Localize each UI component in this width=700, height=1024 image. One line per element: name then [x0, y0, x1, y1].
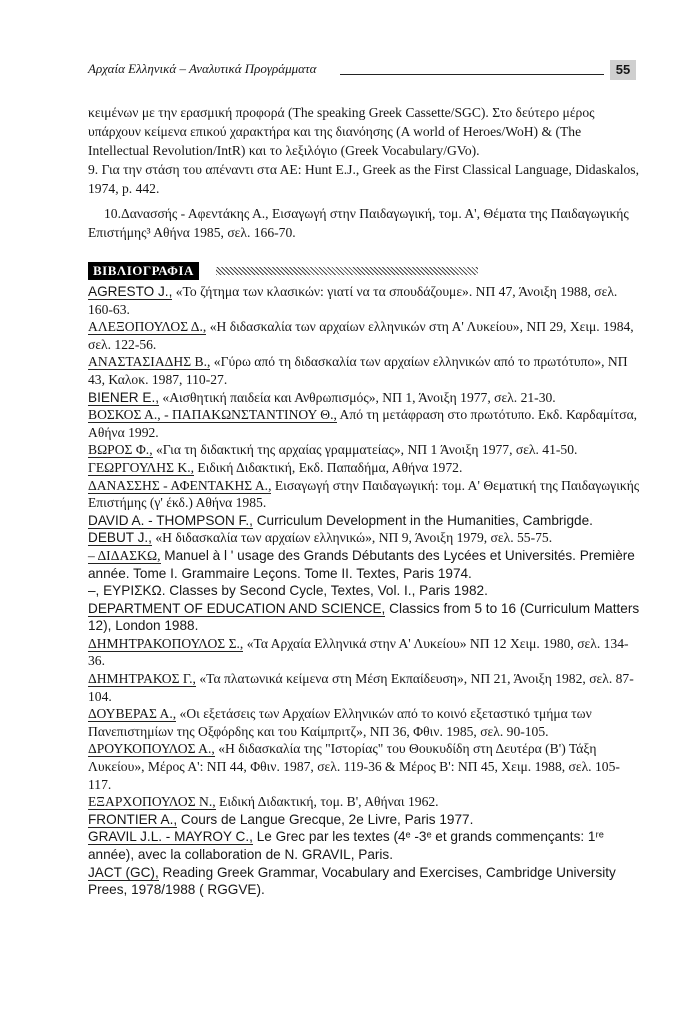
bibliography-entry: ΓΕΩΡΓΟΥΛΗΣ Κ., Ειδική Διδακτική, Εκδ. Παπαδήμα, Αθήνα 1972. — [88, 459, 463, 475]
bibliography-entry: ΑΝΑΣΤΑΣΙΑΔΗΣ Β., «Γύρω από τη διδασκαλία των αρχαίων ελληνικών από το πρωτότυπο», ΝΠ 43, Καλοκ. 1987, 110-27. — [88, 354, 628, 387]
running-title: Αρχαία Ελληνικά – Αναλυτικά Προγράμματα — [88, 61, 317, 76]
intro-paragraph: κειμένων με την ερασμική προφορά (The speaking Greek Cassette/SGC). Στο δεύτερο μέρος υπάρχουν κείμενα επικού χαρακτήρα και της διανόησης (A world of Heroes/WoH) & (The Intellectual Revolution/IntR) και το λεξιλόγιο (Greek Vocabulary/GVo). — [88, 105, 595, 158]
bibliography-entry: DEBUT J., «Η διδασκαλία των αρχαίων ελληνικώ», ΝΠ 9, Άνοιξη 1979, σελ. 55-75. — [88, 530, 553, 546]
bibliography-entry: ΒΟΣΚΟΣ Α., - ΠΑΠΑΚΩΝΣΤΑΝΤΙΝΟΥ Θ., Από τη μετάφραση στο πρωτότυπο. Εκδ. Καρδαμίτσα, Αθήνα 1992. — [88, 407, 638, 440]
bibliography-entry: –, ΕΥΡΙΣΚΩ. Classes by Second Cycle, Textes, Vol. I., Paris 1982. — [88, 583, 488, 599]
bibliography-entry: GRAVIL J.L. - MAYROY C., Le Grec par les textes (4ᵉ -3ᵉ et grands commençants: 1ʳᵉ année), avec la collaboration de N. GRAVIL, Paris. — [88, 829, 604, 862]
bibliography-entry: ΔΗΜΗΤΡΑΚΟΣ Γ., «Τα πλατωνικά κείμενα στη Μέση Εκπαίδευση», ΝΠ 21, Άνοιξη 1982, σελ. 87-104. — [88, 671, 634, 704]
bibliography-entry: ΔΡΟΥΚΟΠΟΥΛΟΣ Α., «Η διδασκαλία της "Ιστορίας" του Θουκυδίδη στη Δευτέρα (Β') Τάξη Λυκείου», Μέρος Α': ΝΠ 44, Φθιν. 1987, σελ. 119-36 & Μέρος Β': ΝΠ 45, Χειμ. 1988, σελ. 105-117. — [88, 741, 620, 792]
header-rule — [340, 74, 604, 75]
bibliography-entry: ΔΑΝΑΣΣΗΣ - ΑΦΕΝΤΑΚΗΣ Α., Εισαγωγή στην Παιδαγωγική: τομ. Α' Θεματική της Παιδαγωγικής Επιστήμης (γ' έκδ.) Αθήνα 1985. — [88, 477, 640, 511]
bibliography-entry: DEPARTMENT OF EDUCATION AND SCIENCE, Classics from 5 to 16 (Curriculum Matters 12), London 1988. — [88, 600, 640, 634]
page-header — [88, 60, 636, 80]
bibliography-entry: DAVID A. - THOMPSON F., Curriculum Development in the Humanities, Cambrigde. — [88, 512, 593, 528]
section-hatch-decoration — [216, 267, 478, 275]
bibliography-entry: – ΔΙΔΑΣΚΩ, Manuel à l ' usage des Grands Débutants des Lycées et Universités. Première année. Tome I. Grammaire Leçons. Tome II. Textes, Paris 1974. — [88, 547, 635, 581]
bibliography-entry: ΕΞΑΡΧΟΠΟΥΛΟΣ Ν., Ειδική Διδακτική, τομ. Β', Αθήναι 1962. — [88, 794, 439, 810]
footnote-9: 9. Για την στάση του απέναντι στα ΑΕ: Hunt E.J., Greek as the First Classical Language, Didaskalos, 1974, p. 442. — [88, 162, 639, 196]
page-number: 55 — [610, 60, 636, 80]
bibliography-entry: ΒΩΡΟΣ Φ., «Για τη διδακτική της αρχαίας γραμματείας», ΝΠ 1 Άνοιξη 1977, σελ. 41-50. — [88, 442, 578, 458]
footnote-10: 10.Δανασσής - Αφεντάκης Α., Εισαγωγή στην Παιδαγωγική, τομ. Α', Θέματα της Παιδαγωγικής Επιστήμης³ Αθήνα 1985, σελ. 166-70. — [88, 206, 629, 240]
bibliography-list — [62, 283, 640, 899]
bibliography-entry: AGRESTO J., «Το ζήτημα των κλασικών: γιατί να τα σπουδάζουμε». ΝΠ 47, Άνοιξη 1988, σελ. 160-63. — [88, 284, 618, 317]
section-heading — [88, 262, 643, 280]
bibliography-entry: ΔΟΥΒΕΡΑΣ Α., «Οι εξετάσεις των Αρχαίων Ελληνικών από το κοινό εξεταστικό τμήμα των Πανεπιστημίων της Οξφόρδης και του Καίμπριτζ», ΝΠ 36, Φθιν. 1985, σελ. 90-105. — [88, 706, 592, 739]
bibliography-entry: ΔΗΜΗΤΡΑΚΟΠΟΥΛΟΣ Σ., «Τα Αρχαία Ελληνικά στην Α' Λυκείου» ΝΠ 12 Χειμ. 1980, σελ. 134-36. — [88, 635, 629, 669]
section-title: ΒΙΒΛΙΟΓΡΑΦΙΑ — [88, 262, 199, 280]
bibliography-entry: FRONTIER A., Cours de Langue Grecque, 2e Livre, Paris 1977. — [88, 811, 474, 827]
bibliography-entry: JACT (GC), Reading Greek Grammar, Vocabulary and Exercises, Cambridge University Prees, 1978/1988 ( RGGVE). — [88, 864, 616, 898]
bibliography-entry: BIENER E., «Αισθητική παιδεία και Ανθρωπισμός», ΝΠ 1, Άνοιξη 1977, σελ. 21-30. — [88, 389, 556, 405]
bibliography-entry: ΑΛΕΞΟΠΟΥΛΟΣ Δ., «Η διδασκαλία των αρχαίων ελληνικών στη Α' Λυκείου», ΝΠ 29, Χειμ. 1984, σελ. 122-56. — [88, 319, 634, 352]
